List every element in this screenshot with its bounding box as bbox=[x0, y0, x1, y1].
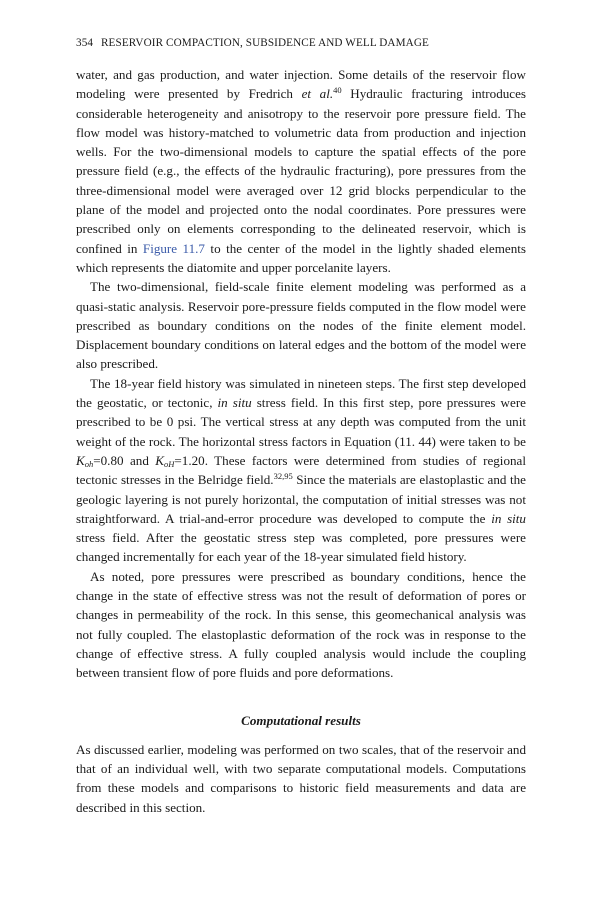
k-oH-subscript: oH bbox=[164, 458, 175, 469]
in-situ-term: in situ bbox=[217, 395, 252, 411]
et-al: et al. bbox=[301, 86, 334, 102]
paragraph-4: As noted, pore pressures were prescribed as boundary conditions, hence the change in the state of effective stress was not the result of deformation of pores or changes in permeability of the rock. In this sense, this geomechanical analysis was not fully coupled. The elastoplastic deformation of the rock was in response to the change of effective stress. A fully coupled analysis would include the coupling between transient flow of pore fluids and pore deformations. bbox=[76, 568, 526, 681]
k-oh-subscript: oh bbox=[84, 458, 94, 469]
k-oH-symbol: K bbox=[155, 452, 165, 468]
paragraph-3: The 18-year field history was simulated in nineteen steps. The first step developed the geostatic, or tectonic, in situ stress field. In this first step, pore pressures were prescribed to be 0 psi. The vertical stress at any depth was computed from the unit weight of the rock. The horizontal stress factors in Equation (11. 44) were taken to be $K_{oh}=0.80$ and $K_{oH}=1.20$. These factors were determined from studies of regional tectonic stresses in the Belridge field.$^{32,95}$ Since the materials are elastoplastic and the geologic layering is not purely horizontal, the computation of initial stresses was not straightforward. A trial-and-error procedure was developed to compute the in situ stress field. After the geostatic stress step was completed, pore pressures were changed incrementally for each year of the 18-year simulated field history. bbox=[76, 375, 526, 565]
k-oh-symbol: K bbox=[76, 452, 85, 468]
paragraph-2: The two-dimensional, field-scale finite element modeling was performed as a quasi-static analysis. Reservoir pore-pressure fields computed in the flow model were prescribed as boundary conditions on the nodes of the finite element model. Displacement boundary conditions on lateral edges and the bottom of the model were also prescribed. bbox=[76, 279, 526, 372]
in-situ-term: in situ bbox=[491, 510, 526, 526]
figure-link[interactable]: Figure 11.7 bbox=[142, 240, 205, 256]
reference-32-95[interactable]: 32,95 bbox=[273, 471, 293, 482]
running-header bbox=[76, 37, 526, 49]
paragraph-5: As discussed earlier, modeling was performed on two scales, that of the reservoir and that of an individual well, with two separate computational models. Computations from these models and comparisons to historic field measurements and data are described in this section. bbox=[76, 741, 526, 815]
paragraph-1: water, and gas production, and water injection. Some details of the reservoir flow modeling were presented by Fredrich et al.$^{40}$ Hydraulic fracturing introduces considerable heterogeneity and anisotropy to the reservoir pore pressure field. The flow model was history-matched to volumetric data from production and injection wells. For the two-dimensional models to capture the spatial effects of the pore pressure field (e.g., the effects of the hydraulic fracturing), pore pressures from the three-dimensional model were averaged over 12 grid blocks perpendicular to the plane of the model and projected onto the nodal coordinates. Pore pressures were prescribed only on elements corresponding to the delineated reservoir, which is confined in Figure 11.7 to the center of the model in the lightly shaded elements which represents the diatomite and upper porcelanite layers. bbox=[76, 67, 527, 275]
reference-40[interactable]: 40 bbox=[333, 85, 342, 96]
body-text bbox=[76, 65, 526, 817]
section-heading: Computational results bbox=[241, 712, 361, 728]
page-number: 354 bbox=[76, 37, 94, 49]
running-title: RESERVOIR COMPACTION, SUBSIDENCE AND WELL DAMAGE bbox=[101, 37, 429, 49]
